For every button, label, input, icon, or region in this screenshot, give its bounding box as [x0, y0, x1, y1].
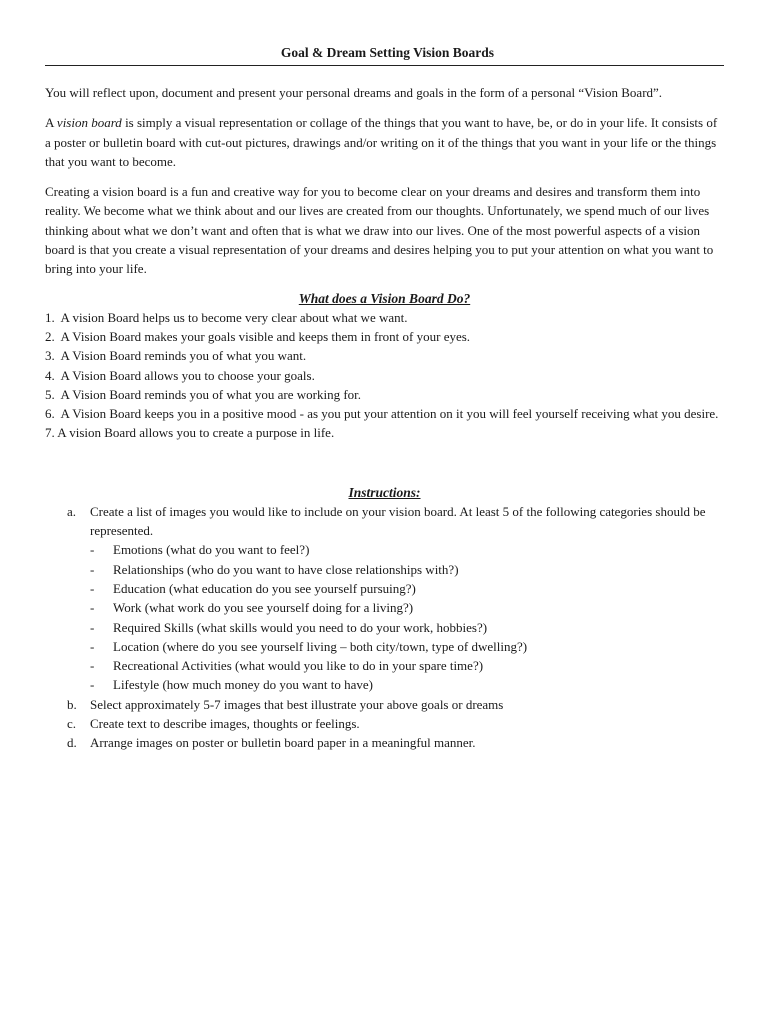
instruction-text: Arrange images on poster or bulletin board paper in a meaningful manner. — [90, 735, 476, 751]
instruction-letter: a. — [67, 503, 77, 519]
instruction-text: Select approximately 5-7 images that best illustrate your above goals or dreams — [90, 696, 504, 712]
category-text: Emotions (what do you want to feel?) — [113, 542, 310, 558]
instruction-letter: b. — [67, 696, 77, 712]
category-item — [90, 579, 724, 598]
benefit-item — [45, 308, 724, 327]
category-item — [90, 598, 724, 617]
instruction-item-c — [45, 714, 724, 733]
benefit-item — [45, 385, 724, 404]
dash-bullet: - — [90, 600, 95, 616]
category-text: Relationships (who do you want to have close relationships with?) — [113, 561, 459, 577]
benefit-text: A Vision Board makes your goals visible and keeps them in front of your eyes. — [60, 328, 471, 344]
dash-bullet: - — [90, 542, 95, 558]
dash-bullet: - — [90, 658, 95, 674]
dash-bullet: - — [90, 677, 95, 693]
benefit-number: 3. — [45, 348, 55, 364]
what-heading: What does a Vision Board Do? — [298, 290, 471, 306]
dash-bullet: - — [90, 619, 95, 635]
dash-bullet: - — [90, 638, 95, 654]
definition-paragraph — [45, 113, 724, 171]
category-text: Work (what work do you see yourself doing for a living?) — [113, 600, 414, 616]
category-item — [90, 637, 724, 656]
benefit-text: A Vision Board keeps you in a positive mood - as you put your attention on it you will feel yourself receiving what you desire. — [60, 406, 719, 422]
category-text: Education (what education do you see yourself pursuing?) — [113, 580, 416, 596]
dash-bullet: - — [90, 561, 95, 577]
category-text: Lifestyle (how much money do you want to have) — [113, 677, 373, 693]
benefit-item — [45, 346, 724, 365]
instruction-item-d — [45, 733, 724, 752]
category-item — [90, 560, 724, 579]
benefit-text: A Vision Board reminds you of what you are working for. — [60, 386, 362, 402]
benefit-text: A vision Board helps us to become very clear about what we want. — [60, 309, 408, 325]
benefit-text: A Vision Board allows you to choose your goals. — [60, 367, 315, 383]
instruction-item-a — [45, 502, 724, 695]
definition-term: vision board — [56, 115, 122, 131]
definition-rest: is simply a visual representation or collage of the things that you want to have, be, or do in your life. It consists of a poster or bulletin board with cut-out pictures, drawings and/or writing on it of the things that you want in your life or the things that you want to become. — [45, 115, 718, 169]
instruction-letter: d. — [67, 735, 77, 751]
benefit-number: 7. — [45, 425, 55, 441]
benefit-item — [45, 404, 724, 423]
benefits-list — [45, 308, 724, 443]
instruction-text: Create a list of images you would like to include on your vision board. At least 5 of the following categories should be represented. — [90, 503, 706, 539]
category-item — [90, 618, 724, 637]
creating-paragraph: Creating a vision board is a fun and creative way for you to become clear on your dreams and desires and transform them into reality. We become what we think about and our lives are created from our thoughts. Unfortunately, we spend much of our lives thinking about what we don’t want and often that is what we draw into our lives. One of the most powerful aspects of a vision board is that you create a visual representation of your dreams and desires helping you to put your attention on what you want to bring into your life. — [45, 184, 714, 277]
instructions-list — [45, 502, 724, 753]
benefit-number: 2. — [45, 328, 55, 344]
benefit-item — [45, 327, 724, 346]
benefit-item — [45, 366, 724, 385]
benefit-text: A Vision Board reminds you of what you want. — [60, 348, 307, 364]
category-text: Recreational Activities (what would you like to do in your spare time?) — [113, 658, 484, 674]
title-underline — [45, 65, 724, 66]
category-item — [90, 656, 724, 675]
benefit-number: 5. — [45, 386, 55, 402]
dash-bullet: - — [90, 580, 95, 596]
benefit-text: A vision Board allows you to create a purpose in life. — [57, 425, 335, 441]
instruction-letter: c. — [67, 716, 77, 732]
instructions-heading: Instructions: — [348, 484, 421, 500]
benefit-number: 1. — [45, 309, 55, 325]
instruction-text: Create text to describe images, thoughts or feelings. — [90, 716, 360, 732]
definition-lead: A — [45, 115, 57, 131]
category-text: Location (where do you see yourself living – both city/town, type of dwelling?) — [113, 638, 528, 654]
category-text: Required Skills (what skills would you need to do your work, hobbies?) — [113, 619, 488, 635]
category-list — [90, 540, 724, 694]
benefit-number: 4. — [45, 367, 55, 383]
benefit-item — [45, 423, 724, 442]
category-item — [90, 675, 724, 694]
benefit-number: 6. — [45, 406, 55, 422]
instruction-item-b — [45, 695, 724, 714]
document-title: Goal & Dream Setting Vision Boards — [280, 45, 495, 60]
category-item — [90, 540, 724, 559]
intro-paragraph: You will reflect upon, document and present your personal dreams and goals in the form of a personal “Vision Board”. — [45, 85, 663, 100]
